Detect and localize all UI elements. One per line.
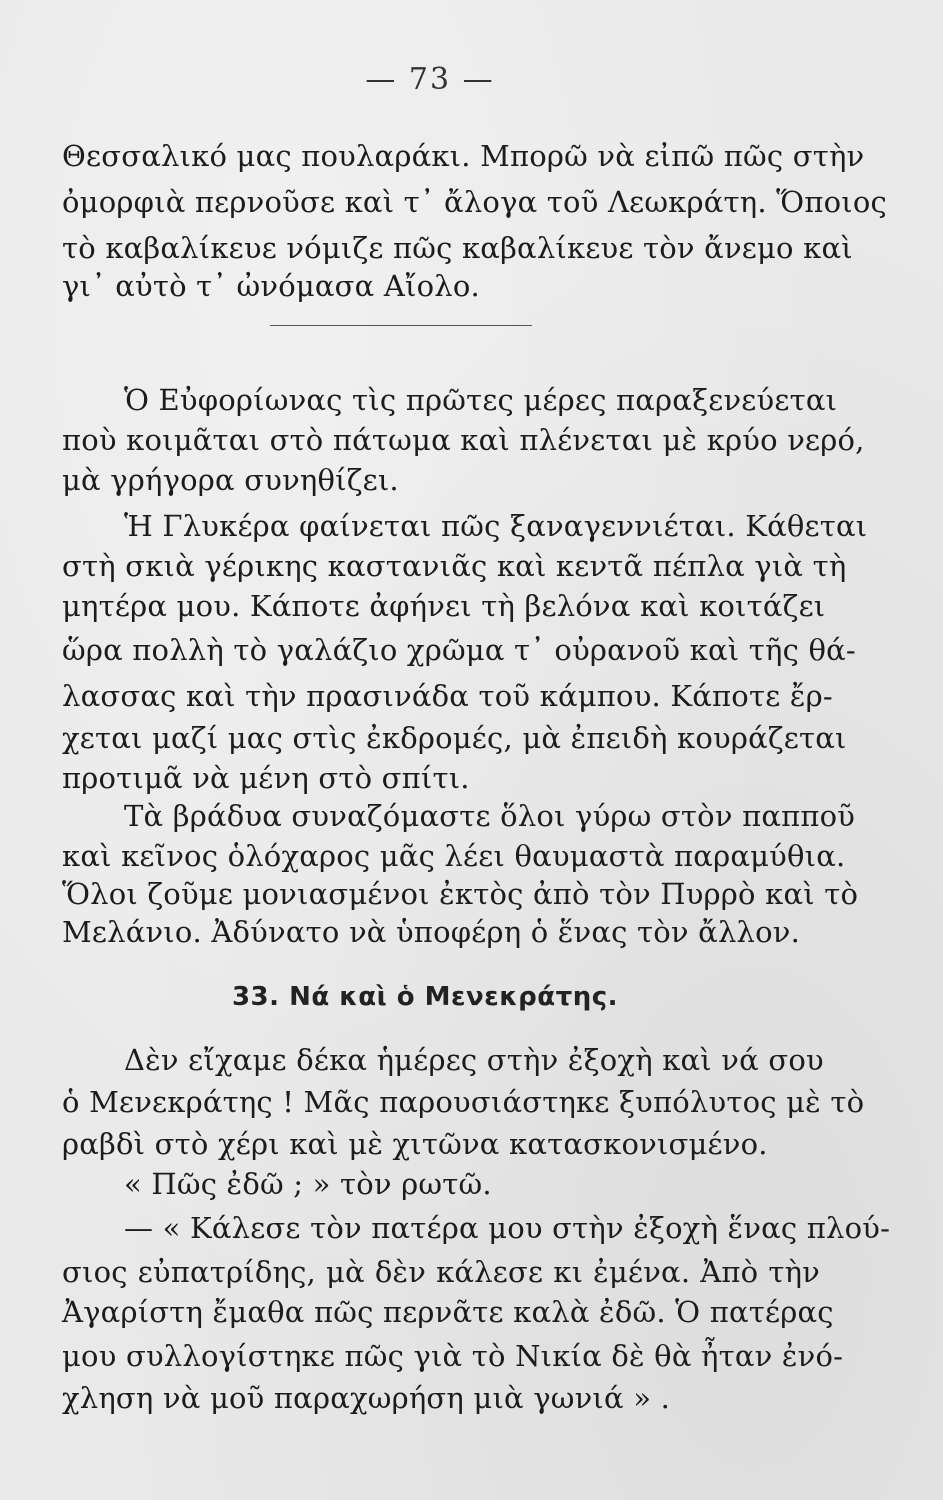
text-line: ὁ Μενεκράτης ! Μᾶς παρουσιάστηκε ξυπόλυτος μὲ τὸ [62,1085,865,1119]
text-line: Δὲν εἴχαμε δέκα ἡμέρες στὴν ἐξοχὴ καὶ νά σου [124,1043,824,1077]
text-line: « Πῶς ἐδῶ ; » τὸν ρωτῶ. [124,1167,492,1201]
text-line: Ὁ Εὐφορίωνας τὶς πρῶτες μέρες παραξενεύεται [124,383,838,417]
text-line: Ὅλοι ζοῦμε μονιασμένοι ἐκτὸς ἀπὸ τὸν Πυρρὸ καὶ τὸ [62,877,859,911]
text-line: γι᾿ αὐτὸ τ᾿ ὠνόμασα Αἴολο. [62,269,480,303]
text-line: Ἡ Γλυκέρα φαίνεται πῶς ξαναγεννιέται. Κάθεται [124,509,868,543]
text-line: Ἀγαρίστη ἔμαθα πῶς περνᾶτε καλὰ ἐδῶ. Ὁ πατέρας [62,1295,834,1329]
text-line: χληση νὰ μοῦ παραχωρήση μιὰ γωνιά » . [62,1381,670,1415]
text-line: Μελάνιο. Ἀδύνατο νὰ ὑποφέρη ὁ ἕνας τὸν ἄλλον. [62,915,801,949]
text-line: μου συλλογίστηκε πῶς γιὰ τὸ Νικία δὲ θὰ ἦταν ἐνό- [62,1339,844,1373]
section-divider [270,325,532,326]
text-line: χεται μαζί μας στὶς ἐκδρομές, μὰ ἐπειδὴ κουράζεται [62,721,847,755]
text-line: τὸ καβαλίκευε νόμιζε πῶς καβαλίκευε τὸν ἄνεμο καὶ [62,231,853,265]
text-line: καὶ κεῖνος ὁλόχαρος μᾶς λέει θαυμαστὰ παραμύθια. [62,839,846,873]
text-line: — « Κάλεσε τὸν πατέρα μου στὴν ἐξοχὴ ἕνας πλού- [124,1211,891,1245]
text-line: ποὺ κοιμᾶται στὸ πάτωμα καὶ πλένεται μὲ κρύο νερό, [62,423,865,457]
text-line: Τὰ βράδυα συναζόμαστε ὅλοι γύρω στὸν παπποῦ [124,799,856,833]
text-line: ὀμορφιὰ περνοῦσε καὶ τ᾿ ἄλογα τοῦ Λεωκράτη. Ὅποιος [62,185,887,219]
text-line: σιος εὐπατρίδης, μὰ δὲν κάλεσε κι ἐμένα. Ἀπὸ τὴν [62,1255,820,1289]
text-line: λασσας καὶ τὴν πρασινάδα τοῦ κάμπου. Κάποτε ἔρ- [62,679,833,713]
text-line: προτιμᾶ νὰ μένη στὸ σπίτι. [62,761,470,795]
text-line: στὴ σκιὰ γέρικης καστανιᾶς καὶ κεντᾶ πέπλα γιὰ τὴ [62,549,847,583]
text-line: μὰ γρήγορα συνηθίζει. [62,463,399,497]
text-line: ὥρα πολλὴ τὸ γαλάζιο χρῶμα τ᾿ οὐρανοῦ καὶ τῆς θά- [62,633,856,667]
text-line: ραβδὶ στὸ χέρι καὶ μὲ χιτῶνα κατασκονισμένο. [62,1127,768,1161]
text-line: μητέρα μου. Κάποτε ἀφήνει τὴ βελόνα καὶ κοιτάζει [62,589,826,623]
text-line: Θεσσαλικό μας πουλαράκι. Μπορῶ νὰ εἰπῶ πῶς στὴν [62,139,865,173]
page-number: — 73 — [365,62,495,97]
section-heading: 33. Νά καὶ ὁ Μενεκράτης. [231,982,619,1012]
